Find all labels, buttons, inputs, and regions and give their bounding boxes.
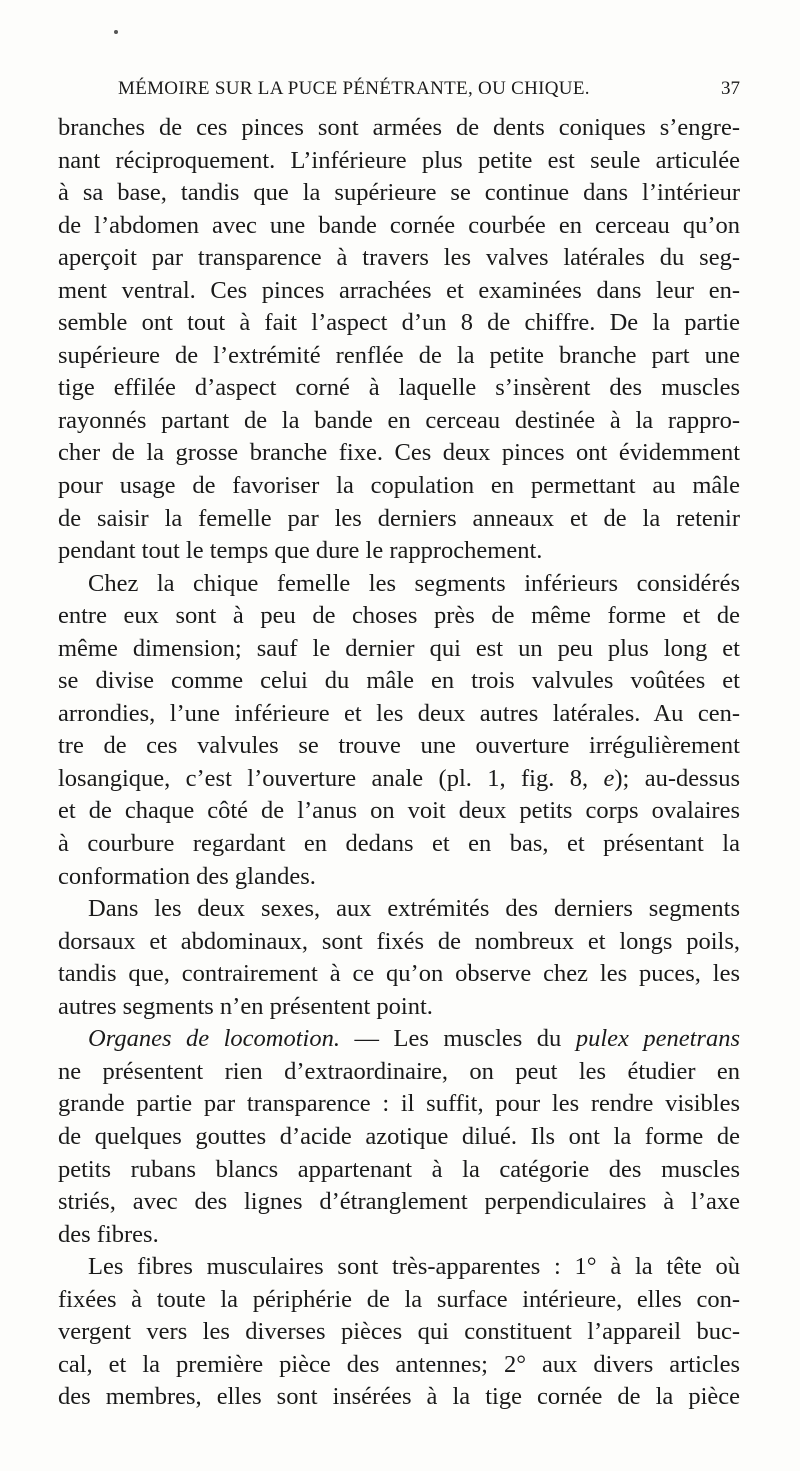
text-line: branches de ces pinces sont armées de dents coniques s’engre- xyxy=(58,114,740,141)
text-line: de l’abdomen avec une bande cornée courbée en cerceau qu’on xyxy=(58,211,740,239)
paragraph xyxy=(58,112,740,568)
text-line: tige effilée d’aspect corné à laquelle s’insèrent des muscles xyxy=(58,374,740,402)
text-line: arrondies, l’une inférieure et les deux autres latérales. Au cen- xyxy=(58,699,740,727)
text-line: aperçoit par transparence à travers les valves latérales du seg- xyxy=(58,244,740,272)
text-line: se divise comme celui du mâle en trois valvules voûtées et xyxy=(58,667,740,695)
species-name: pulex penetrans xyxy=(575,1025,740,1053)
text-line: à sa base, tandis que la supérieure se continue dans l’intérieur xyxy=(58,179,740,207)
paragraph xyxy=(58,893,740,1023)
text-line: pour usage de favoriser la copulation en permettant au mâle xyxy=(58,472,740,500)
paragraph xyxy=(58,1023,740,1251)
text-line: grande partie par transparence : il suffit, pour les rendre visibles xyxy=(58,1090,740,1118)
paragraph xyxy=(58,1251,740,1414)
paragraph xyxy=(58,568,740,893)
text-line: striés, avec des lignes d’étranglement perpendiculaires à l’axe xyxy=(58,1188,740,1216)
text-line: Les fibres musculaires sont très-apparentes : 1° à la tête où xyxy=(88,1253,740,1281)
text-line: à courbure regardant en dedans et en bas, et présentant la xyxy=(58,830,740,858)
text-line: ment ventral. Ces pinces arrachées et examinées dans leur en- xyxy=(58,276,740,304)
text-line: tre de ces valvules se trouve une ouverture irrégulièrement xyxy=(58,732,740,760)
text-line: même dimension; sauf le dernier qui est un peu plus long et xyxy=(58,634,740,662)
text-line: conformation des glandes. xyxy=(58,862,316,890)
section-heading: Organes de locomotion. xyxy=(88,1025,340,1053)
text-line: et de chaque côté de l’anus on voit deux petits corps ovalaires xyxy=(58,797,740,825)
text-line xyxy=(58,1023,740,1056)
text-line: pendant tout le temps que dure le rapprochement. xyxy=(58,537,543,565)
print-speck xyxy=(114,30,118,34)
text-line: semble ont tout à fait l’aspect d’un 8 de chiffre. De la partie xyxy=(58,309,740,337)
text-line: rayonnés partant de la bande en cerceau destinée à la rappro- xyxy=(58,406,740,434)
text-line: de quelques gouttes d’acide azotique dilué. Ils ont la forme de xyxy=(58,1122,740,1150)
text-line: supérieure de l’extrémité renflée de la petite branche part une xyxy=(58,341,740,369)
text-line: autres segments n’en présentent point. xyxy=(58,992,433,1020)
running-head xyxy=(118,78,740,108)
page-number: 37 xyxy=(721,78,740,99)
text-line: Chez la chique femelle les segments inférieurs considérés xyxy=(88,569,740,597)
text-line: de saisir la femelle par les derniers anneaux et de la retenir xyxy=(58,504,740,532)
body-text xyxy=(58,112,740,1414)
text-line: petits rubans blancs appartenant à la catégorie des muscles xyxy=(58,1155,740,1183)
text-line: fixées à toute la périphérie de la surface intérieure, elles con- xyxy=(58,1285,740,1313)
text-line: Dans les deux sexes, aux extrémités des derniers segments xyxy=(88,895,740,923)
text-line: dorsaux et abdominaux, sont fixés de nombreux et longs poils, xyxy=(58,927,740,955)
text-line: cher de la grosse branche fixe. Ces deux pinces ont évidemment xyxy=(58,439,740,467)
text-line: entre eux sont à peu de choses près de même forme et de xyxy=(58,602,740,630)
heading-dash: — Les muscles du xyxy=(339,1025,576,1053)
text-line: ne présentent rien d’extraordinaire, on peut les étudier en xyxy=(58,1057,740,1085)
text-line: nant réciproquement. L’inférieure plus petite est seule articulée xyxy=(58,146,740,174)
text-line: des membres, elles sont insérées à la tige cornée de la pièce xyxy=(58,1383,740,1411)
figure-letter: e xyxy=(603,764,615,792)
text-line: vergent vers les diverses pièces qui constituent l’appareil buc- xyxy=(58,1318,740,1346)
running-head-title: MÉMOIRE SUR LA PUCE PÉNÉTRANTE, OU CHIQUE. xyxy=(118,78,590,99)
text-line: tandis que, contrairement à ce qu’on observe chez les puces, les xyxy=(58,960,740,988)
text-line: cal, et la première pièce des antennes; 2° aux divers articles xyxy=(58,1350,740,1378)
text-line: losangique, c’est l’ouverture anale (pl. 1, fig. 8, e); au-dessus xyxy=(58,764,740,792)
text-line: des fibres. xyxy=(58,1220,159,1248)
